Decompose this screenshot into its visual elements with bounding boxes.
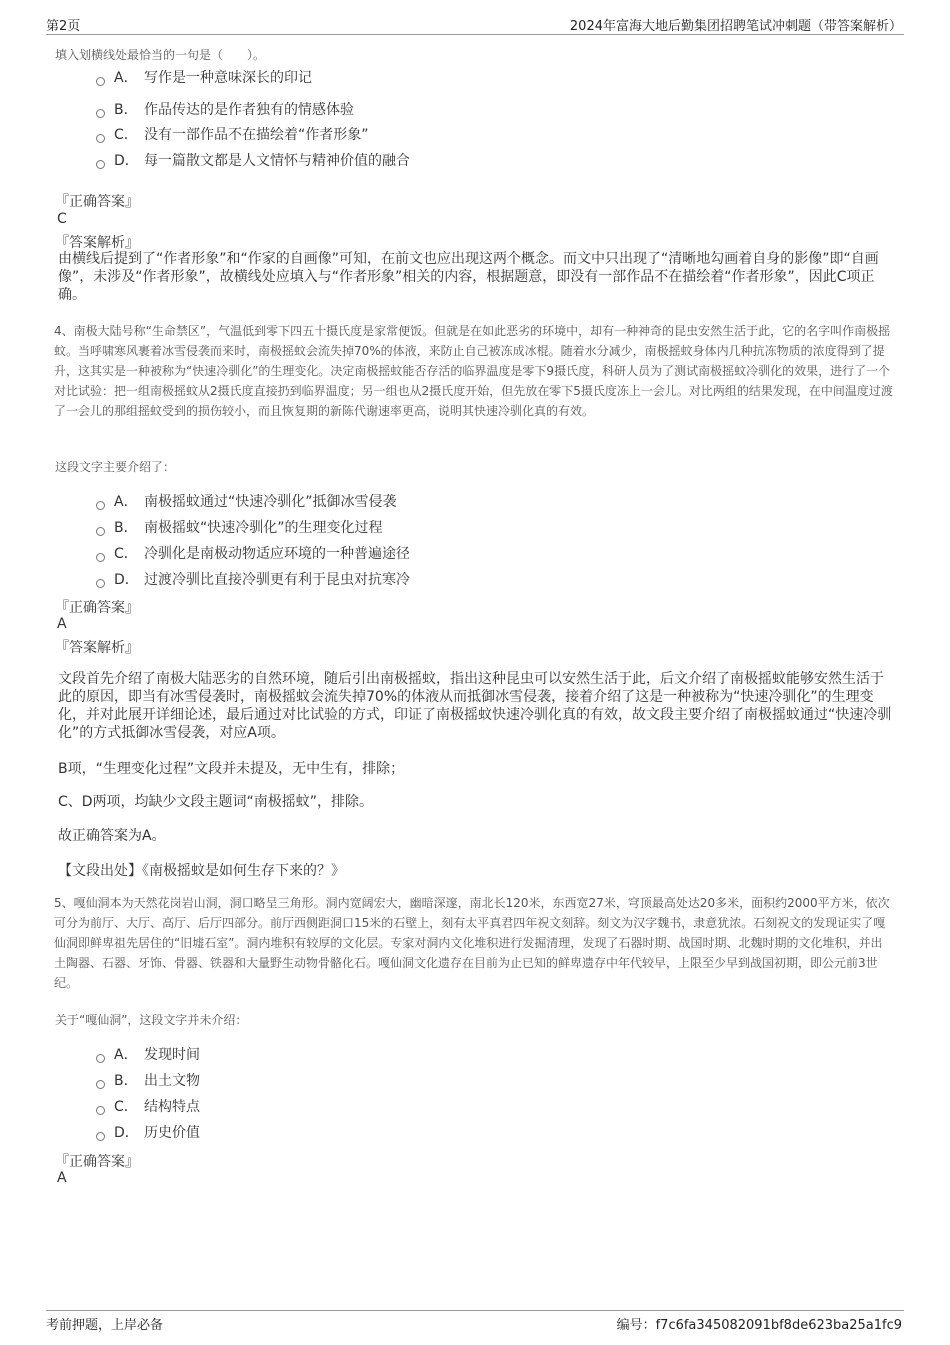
radio-icon[interactable] xyxy=(96,160,105,169)
q4-option-a[interactable]: A． 南极摇蚊通过“快速冷驯化”抵御冰雪侵袭 xyxy=(96,491,397,511)
radio-icon[interactable] xyxy=(96,579,105,588)
q4-analysis-para: C、D两项，均缺少文段主题词“南极摇蚊”，排除。 xyxy=(58,794,374,810)
radio-icon[interactable] xyxy=(96,109,105,118)
q5-option-d[interactable]: D． 历史价值 xyxy=(96,1122,200,1142)
page-footer xyxy=(46,1310,904,1333)
radio-icon[interactable] xyxy=(96,77,105,86)
q3-answer: C xyxy=(57,211,67,227)
radio-icon[interactable] xyxy=(96,527,105,536)
q3-option-b[interactable]: B． 作品传达的是作者独有的情感体验 xyxy=(96,99,354,119)
radio-icon[interactable] xyxy=(96,1080,105,1089)
radio-icon[interactable] xyxy=(96,1132,105,1141)
q4-prompt: 这段文字主要介绍了： xyxy=(55,460,176,474)
radio-icon[interactable] xyxy=(96,1106,105,1115)
q4-answer-label: 『正确答案』 xyxy=(55,600,139,616)
q5-passage: 5、嘎仙洞本为天然花岗岩山洞，洞口略呈三角形。洞内宽阔宏大，幽暗深邃，南北长120米，东西宽27米，穹顶最高处达20多米，面积约2000平方米，依次可分为前厅、大厅、高厅、后厅四部分。前厅西侧距洞口15米的石壁上，刻有太平真君四年祝文刻辞。刻文为汉字魏书，隶意犹浓。石刻祝文的发现证实了嘎仙洞即鲜卑祖先居住的“旧墟石室”。洞内堆积有较厚的文化层。专家对洞内文化堆积进行发掘清理，发现了石器时期、战国时期、北魏时期的文化堆积，并出土陶器、石器、牙饰、骨器、铁器和大量野生动物骨骼化石。嘎仙洞文化遗存在目前为止已知的鲜卑遗存中年代较早，上限至少早到战国初期，即公元前3世纪。 xyxy=(54,896,890,990)
page-number: 第2页 xyxy=(46,19,81,34)
q3-analysis: 由横线后提到了“作者形象”和“作家的自画像”可知，在前文也应出现这两个概念。而文中只出现了“清晰地勾画着自身的影像”即“自画像”，未涉及“作者形象”，故横线处应填入与“作者形象”相关的内容，根据题意，即没有一部作品不在描绘着“作者形象”，因此C项正确。 xyxy=(58,251,879,303)
document-title: 2024年富海大地后勤集团招聘笔试冲刺题（带答案解析） xyxy=(569,19,902,34)
q5-option-c[interactable]: C． 结构特点 xyxy=(96,1096,200,1116)
page-header xyxy=(46,14,904,35)
q4-option-c[interactable]: C． 冷驯化是南极动物适应环境的一种普遍途径 xyxy=(96,543,410,563)
q3-prompt: 填入划横线处最恰当的一句是（ ）。 xyxy=(55,48,266,62)
q3-option-c[interactable]: C． 没有一部作品不在描绘着“作者形象” xyxy=(96,124,369,144)
q5-option-a[interactable]: A． 发现时间 xyxy=(96,1044,200,1064)
q5-option-b[interactable]: B． 出土文物 xyxy=(96,1070,200,1090)
q3-option-d[interactable]: D． 每一篇散文都是人文情怀与精神价值的融合 xyxy=(96,150,410,170)
footer-slogan: 考前押题，上岸必备 xyxy=(46,1318,164,1333)
q4-analysis-para: 文段首先介绍了南极大陆恶劣的自然环境，随后引出南极摇蚊，指出这种昆虫可以安然生活于此，后文介绍了南极摇蚊能够安然生活于此的原因，即当有冰雪侵袭时，南极摇蚊会流失掉70%的体液从而抵御冰雪侵袭，接着介绍了这是一种被称为“快速冷驯化”的生理变化，并对此展开详细论述，最后通过对比试验的方式，印证了南极摇蚊快速冷驯化真的有效，故文段主要介绍了南极摇蚊通过“快速冷驯化”的方式抵御冰雪侵袭，对应A项。 xyxy=(58,671,892,741)
q3-answer-label: 『正确答案』 xyxy=(55,194,139,210)
q4-analysis-label: 『答案解析』 xyxy=(55,640,139,656)
q4-option-d[interactable]: D． 过渡冷驯比直接冷驯更有利于昆虫对抗寒冷 xyxy=(96,569,410,589)
radio-icon[interactable] xyxy=(96,501,105,510)
document-id: 编号：f7c6fa345082091bf8de623ba25a1fc9 xyxy=(616,1318,902,1333)
radio-icon[interactable] xyxy=(96,553,105,562)
q5-answer: A xyxy=(57,1170,67,1186)
q4-passage: 4、南极大陆号称“生命禁区”，气温低到零下四五十摄氏度是家常便饭。但就是在如此恶劣的环境中，却有一种神奇的昆虫安然生活于此，它的名字叫作南极摇蚊。当呼啸寒风裹着冰雪侵袭而来时，南极摇蚊会流失掉70%的体液，来防止自己被冻成冰棍。随着水分减少，南极摇蚊身体内几种抗冻物质的浓度得到了提升，这其实是一种被称为“快速冷驯化”的生理变化。决定南极摇蚊能否存活的临界温度是零下9摄氏度，科研人员为了测试南极摇蚊冷驯化的效果，进行了一个对比试验：把一组南极摇蚊从2摄氏度直接扔到临界温度；另一组也从2摄氏度开始，但先放在零下5摄氏度冻上一会儿。对比两组的结果发现，在中间温度过渡了一会儿的那组摇蚊受到的损伤较小，而且恢复期的新陈代谢速率更高，说明其快速冷驯化真的有效。 xyxy=(54,324,893,418)
q5-prompt: 关于“嘎仙洞”，这段文字并未介绍： xyxy=(55,1013,248,1027)
q5-answer-label: 『正确答案』 xyxy=(55,1154,139,1170)
q3-option-a[interactable]: A． 写作是一种意味深长的印记 xyxy=(96,67,312,87)
q4-source: 【文段出处】《南极摇蚊是如何生存下来的？》 xyxy=(58,863,345,879)
q4-analysis-para: 故正确答案为A。 xyxy=(58,828,166,844)
q4-answer: A xyxy=(57,616,67,632)
q4-analysis-para: B项，“生理变化过程”文段并未提及，无中生有，排除； xyxy=(58,761,405,777)
q4-option-b[interactable]: B． 南极摇蚊“快速冷驯化”的生理变化过程 xyxy=(96,517,383,537)
q3-analysis-label: 『答案解析』 xyxy=(55,235,139,251)
radio-icon[interactable] xyxy=(96,134,105,143)
radio-icon[interactable] xyxy=(96,1054,105,1063)
